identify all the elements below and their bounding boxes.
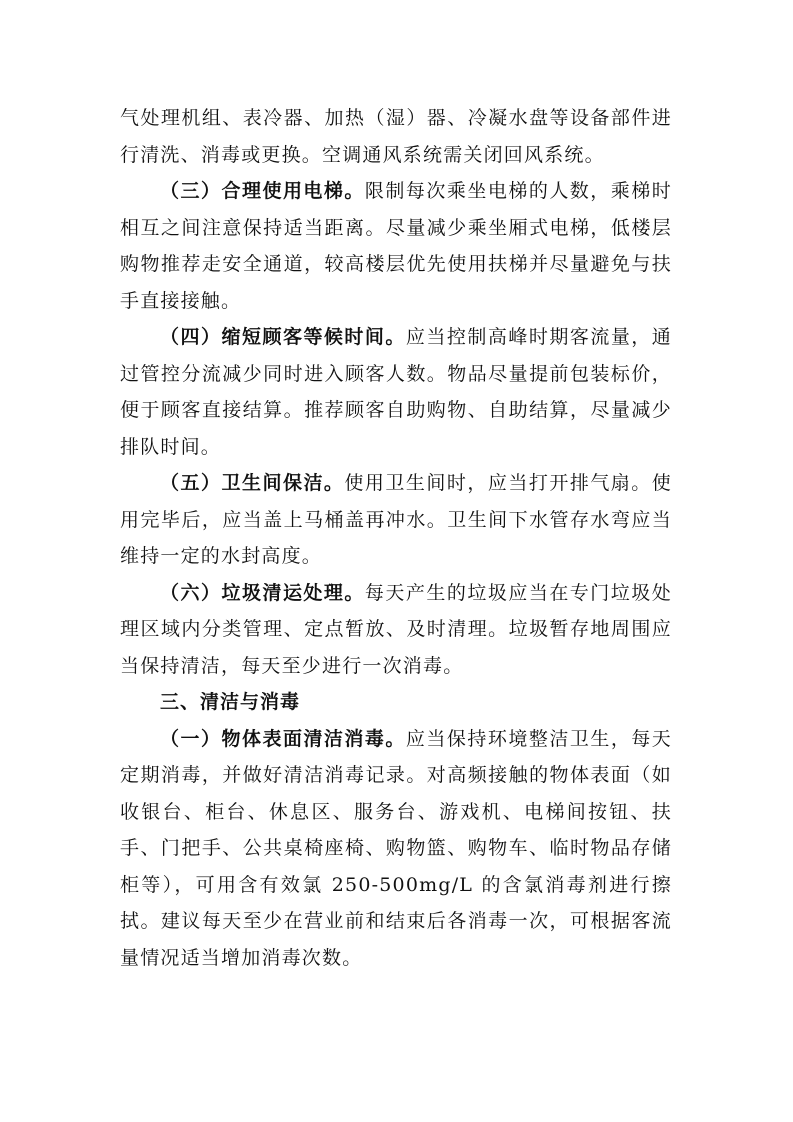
paragraph-lead: （六）垃圾清运处理。 (160, 581, 365, 604)
paragraph-text: 使用卫生间时，应当打开排气扇。使用完毕后，应当盖上马桶盖再冲水。卫生间下水管存水弯应当维持一定的水封高度。 (120, 472, 672, 567)
paragraph-lead: （四）缩短顾客等候时间。 (160, 326, 406, 348)
continuation-paragraph: 气处理机组、表冷器、加热（湿）器、冷凝水盘等设备部件进行清洗、消毒或更换。空调通风系统需关闭回风系统。 (120, 107, 672, 166)
paragraph-surface-disinfection (120, 721, 672, 977)
paragraph-garbage (120, 575, 672, 685)
document-body (120, 100, 672, 976)
paragraph-elevator (120, 173, 672, 319)
paragraph-lead: （五）卫生间保洁。 (160, 472, 345, 494)
paragraph-text: 限制每次乘坐电梯的人数，乘梯时相互之间注意保持适当距离。尽量减少乘坐厢式电梯，低楼层购物推荐走安全通道，较高楼层优先使用扶梯并尽量避免与扶手直接接触。 (120, 180, 672, 312)
paragraph-restroom (120, 465, 672, 575)
section-heading: 三、清洁与消毒 (160, 691, 301, 713)
paragraph-lead: （三）合理使用电梯。 (160, 180, 365, 202)
paragraph-text: 应当保持环境整洁卫生，每天定期消毒，并做好清洁消毒记录。对高频接触的物体表面（如收银台、柜台、休息区、服务台、游戏机、电梯间按钮、扶手、门把手、公共桌椅座椅、购物篮、购物车、临时物品存储柜等），可用含有效氯 250-500mg/L 的含氯消毒剂进行擦拭。建议每天至少在营业前和结束后各消毒一次，可根据客流量情况适当增加消毒次数。 (120, 727, 672, 969)
paragraph-text: 每天产生的垃圾应当在专门垃圾处理区域内分类管理、定点暂放、及时清理。垃圾暂存地周围应当保持清洁，每天至少进行一次消毒。 (120, 581, 672, 677)
paragraph-text: 应当控制高峰时期客流量，通过管控分流减少同时进入顾客人数。物品尽量提前包装标价，便于顾客直接结算。推荐顾客自助购物、自助结算，尽量减少排队时间。 (120, 326, 672, 458)
paragraph-waiting-time (120, 319, 672, 465)
paragraph-lead: （一）物体表面清洁消毒。 (160, 727, 406, 750)
